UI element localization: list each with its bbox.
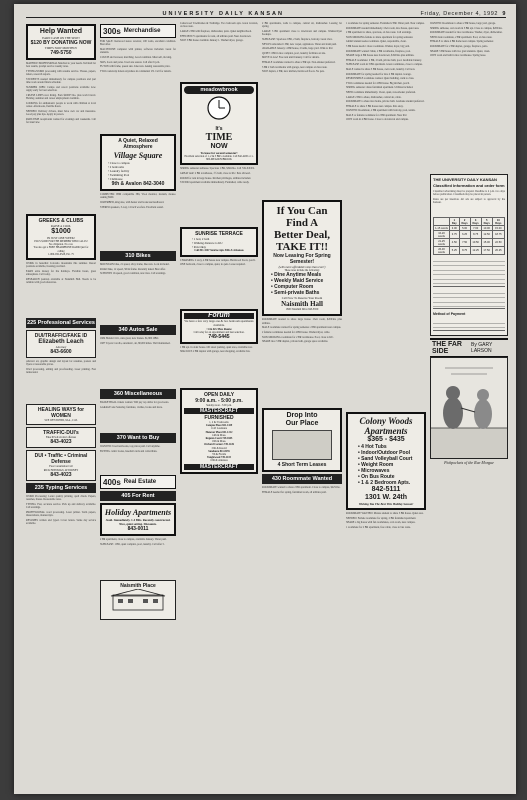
rate-column-header <box>434 218 450 226</box>
colony-woods-feature: • Indoor/Outdoor Pool <box>358 450 411 456</box>
column-2 <box>100 22 176 788</box>
village-square-feature: • Laundry facility <box>108 169 130 173</box>
village-square-headline: A Quiet, Relaxed <box>118 138 158 144</box>
classified-text-block: WORD Processing: Letter quality printing, spell check. Papers, resumes, theses. Reasonable rates. TYPING: Fast, accurate service. Pick up and delivery available. Call evenings. PROFESSIONAL word processing. Laser printer. Term papers, dissertations, manuscripts. RESUMES written and typed. Cover letters. Same day service available. <box>26 494 96 526</box>
rate-cell: 10.00 <box>481 226 492 231</box>
rate-cell: 17.50 <box>481 247 492 255</box>
traffic-dui-line: Fake ID's & alcohol offenses <box>45 436 77 440</box>
holiday-apartments-text: Avail. Immediately. 1-4 BRs. Recently constructed. Nice, quiet setting. Discounts. <box>105 518 171 526</box>
traffic-dui-phone: 843-4023 <box>50 439 72 446</box>
rate-cell: 7.50 <box>459 239 470 247</box>
traffic-dui-title: TRAFFIC-DUI's <box>43 430 79 437</box>
cartoon-illustration <box>431 358 507 458</box>
forum-ad <box>180 309 258 344</box>
naismith-hall-feature: • Computer Room <box>271 284 314 291</box>
attorney-ad <box>26 330 96 358</box>
colony-woods-feature: • Sand Volleyball Court <box>358 456 413 462</box>
open-daily-hours: 9:00 a.m. - 5:00 p.m. <box>195 397 243 404</box>
classified-text-block: ROOMMATE WANTED: Mature student to share 3 BR house. Quiet area. NEEDED: Female roommate for spring, 2 BR furnished apartment. SHARE a big house with fun roommates, own room, near campus. 1 roommate for 2 BR apartment, free cable, close to bus route. <box>346 512 424 529</box>
colony-woods-price: $365 - $435 <box>367 436 405 443</box>
masthead-title: UNIVERSITY DAILY KANSAN <box>162 11 284 17</box>
newspaper-page <box>14 4 516 794</box>
naismith-place-title: Naismith Place <box>120 583 156 589</box>
rate-cell: 15.00 <box>492 226 504 231</box>
section-360-header: 360 Miscellaneous <box>100 389 176 399</box>
colony-woods-feature: • 4 Hot Tubs <box>358 444 387 450</box>
column-1 <box>26 22 96 788</box>
section-405-header: 405 For Rent <box>100 491 176 501</box>
sunrise-terrace-title: SUNRISE TERRACE <box>195 231 243 238</box>
colony-woods-feature: • On Bus Route <box>358 474 395 480</box>
village-square-phone: 9th & Avalon 842-3040 <box>111 181 165 187</box>
classified-text-block: Abstract art, graphic design and layout for resumes, posters and flyers at reasonable prices. Word processing, editing and proofreading. Laser printing. Fast turnaround. <box>26 360 96 375</box>
open-daily-title: OPEN DAILY <box>203 391 235 398</box>
meadowbrook-ad <box>180 82 258 165</box>
holiday-apartments-title: Holiday Apartments <box>104 508 172 517</box>
classified-text-block: 1984 Honda Civic, runs great, new brakes. $1,800 OBO. 1987 Toyota Corolla, automatic, air, 80,000 miles. Well maintained. <box>100 337 171 345</box>
village-square-feature: • Clubhouse <box>108 177 123 181</box>
rate-cell: 26.25 <box>492 247 504 255</box>
rate-cell: 6.25 <box>459 231 470 239</box>
location-entry: 1145 Louisiana <box>211 427 227 431</box>
attorney-role: Attorney <box>55 345 67 350</box>
rate-column-header: 3 Days <box>470 218 481 226</box>
customer-info-lines[interactable] <box>433 289 505 309</box>
colony-woods-greeting: Wishing You The Best This Holiday Season! <box>358 502 414 506</box>
location-entry: Hanover Place 841-1212 <box>205 430 233 434</box>
naismith-hall-ad <box>262 200 342 316</box>
sunrise-terrace-feature: • 1 bed, 2 bath <box>192 237 210 242</box>
naismith-hall-headline: If You Can <box>276 205 328 217</box>
colony-woods-logo: Colony Woods Apartments <box>359 416 413 436</box>
rate-column-header: 1 Day <box>450 218 460 226</box>
sunrise-terrace-ad <box>180 227 258 256</box>
rate-cell: 15.00 <box>481 239 492 247</box>
defense-attorney-line: Free Consultation Call <box>49 465 73 469</box>
section-300-number: 300s <box>103 26 121 36</box>
help-wanted-line: EARN CASH ON THE SPOT! <box>42 36 80 40</box>
help-wanted-amount: $120 BY DONATING NOW <box>30 40 92 46</box>
naismith-hall-subhead: Now Leasing For Spring Semester! <box>273 253 331 265</box>
far-side-caption: Pickpockets of the Rue Morgue <box>444 460 494 465</box>
section-370-header: 370 Want to Buy <box>100 433 176 443</box>
help-wanted-title: Help Wanted <box>39 28 83 35</box>
naismith-hall-text: (with more affordable rates than ever!) <box>278 265 326 269</box>
rate-cell: 5.00 <box>459 226 470 231</box>
meadowbrook-logo: meadowbrook <box>184 86 254 94</box>
naismith-hall-logo: Naismith Hall <box>281 300 323 309</box>
section-430-header: 430 Roommate Wanted <box>262 474 342 484</box>
far-side-header <box>430 338 508 357</box>
classified-order-form <box>430 174 508 336</box>
greeks-clubs-line: No obligation. No cost. <box>48 243 74 247</box>
drop-in-ad <box>262 408 342 472</box>
classified-text-block: WORK in beautiful Colorado mountains this summer. Resort positions available, housing provided. EARN extra money for the holidays. Flexible hours, great atmosphere. Call today. RESEARCH position available at Naismith Hall. Needs to be reliable with good references. <box>26 262 96 285</box>
naismith-hall-feature: • Weekly Maid Service <box>271 278 324 285</box>
meadowbrook-line: NOW <box>210 143 228 150</box>
colony-woods-phone: 842-5111 <box>371 486 401 493</box>
defense-attorney-phone: 843-4023 <box>50 471 72 478</box>
rate-cell: 22.50 <box>492 239 504 247</box>
greeks-clubs-phone: 1-800-932-0528, Ext. 75 <box>48 252 74 256</box>
location-list <box>184 424 254 462</box>
drop-in-text: 4 Short Term Leases <box>277 462 327 469</box>
colony-woods-feature: • 1 & 2 Bedroom Apts. <box>358 480 411 486</box>
naismith-hall-feature: • Semi-private Baths <box>271 290 320 297</box>
location-entry: 14th & Mass. <box>211 433 227 437</box>
rate-cell: 16-20 words <box>434 231 450 239</box>
colony-woods-feature: • Microwaves <box>358 468 390 474</box>
rate-cell: 3.00 <box>450 226 460 231</box>
meadowbrook-line: Excellent selection of 1, 2 & 3 BR's available. Call 842-4200 or 1-800-MEADOWBROOK <box>184 155 254 162</box>
location-entry: 7th & Florida <box>211 453 227 457</box>
apartment-photo <box>272 430 332 460</box>
column-5 <box>346 22 426 788</box>
rate-row <box>434 231 505 239</box>
classified-text-block: WANTED: Roommate to share 2 BR house, large yard, garage. SPRING sublease, own room in 3 BR apt. Close to campus, $200/mo. ROOMMATE needed for nice townhouse. Washer, dryer, dishwasher. NEED male roommate, 2 BR apartment. Pool, on bus route. FEMALE to share 4 BR home near campus. Spring semester. ROOMMATE for 2 BR duplex, garage, fireplace, patio. SHARE 3 BR house with two grad students. Quiet, clean. OWN room and bath in nice townhouse. Spring lease. <box>430 22 503 58</box>
classified-text-block: 1 BR apt. in older house. Off street parking, quiet area, available now. SPACIOUS 2 BR duplex with garage, near shopping, available Jan. <box>180 345 253 354</box>
classified-text-block: BASKETBALL tickets wanted. Will pay top dollar for good seats. GARAGE sale Saturday, furniture, clothes, books and more. <box>100 401 169 409</box>
order-form-instructions: Classified advertising must be prepaid. Deadline is 4 p.m. two days before publication. Classifieds may be placed in person. Rates are per insertion. All ads are subject to approval by the Kansan. <box>433 190 505 205</box>
greeks-clubs-line: You also get a FREE HEADPHONE RADIO just for calling <box>33 246 89 253</box>
traffic-dui-ad <box>26 427 96 448</box>
section-225-header: 225 Professional Services <box>27 320 95 327</box>
naismith-hall-text: Call Now To Reserve Your Room <box>281 296 323 301</box>
village-square-logo: Village Square <box>113 151 163 160</box>
village-square-headline: Atmosphere <box>123 144 153 150</box>
naismith-hall-feature: • Dine Anytime Meals <box>271 272 322 279</box>
location-entry: 19th & Mass. <box>211 440 227 444</box>
greeks-clubs-line: IN JUST ONE WEEK! <box>47 236 75 240</box>
rate-cell: 4.50 <box>450 239 460 247</box>
help-wanted-phone: 749-5750 <box>50 50 72 56</box>
classified-text-block: MATHNO! PROFESSIONAL Matched to your needs. Ted/mail for best results, prompt service weekly rates. TYPING/WORD processing with resume service. Theses, papers, letters, research reports. STUDENTS needed immediately for campus positions and part time work around finals schedule. SUMMER JOBS: Camps and resort positions available now. Apply early for best selection. CRUISE LINES now hiring. Earn $2000+/mo. plus world travel. Holiday, summer and career employment available. LOOKING for enthusiastic people to work with children at local center. Afternoons, flexible hours. NEEDED: Delivery drivers, must have own car and insurance. Good pay plus tips. Apply in person. PART-TIME receptionist wanted for evenings and weekends. Call for interview. <box>26 62 96 125</box>
mastercraft-logo: MASTERCRAFT <box>184 408 254 414</box>
classified-text-block: ROOMMATE wanted to share 2 BR apartment. Close to campus, $225/mo. FEMALE needed for spring, furnished room, all utilities paid. <box>262 486 341 494</box>
meadowbrook-big-text: TIME <box>205 132 233 143</box>
drop-in-headline: Drop Into <box>286 412 318 420</box>
greeks-clubs-line: PLUS $1000 FOR THE MEMBER WHO CALLS! <box>34 240 88 243</box>
holiday-apartments-ad <box>100 503 176 536</box>
building-illustration <box>108 589 168 611</box>
classified-text-block: FOR SALE: Kenwood stereo receiver, 100 watts, excellent condition. Best offer. MACINTOSH computer with printer, software included. Great for students. COUCH and loveseat, matching. Good condition. Must sell, moving. SKIS, boots and poles. Used one season. Call after 6 p.m. FUTON with frame, queen size. Like new. Asking reasonable price. TWO round-trip tickets anywhere in continental US. Call for details. <box>100 40 176 73</box>
village-square-feature: • Swimming Pool <box>108 173 130 177</box>
classified-text-block: WANTED: Used textbooks, top prices paid. Call anytime. BUYING comic books, baseball cards and collectibles. <box>100 445 161 453</box>
meadowbrook-line: It's <box>215 126 223 132</box>
rate-cell: 7.00 <box>470 226 481 231</box>
rate-cell: 8.75 <box>459 247 470 255</box>
forum-text: Call today for an appointment and best selection. <box>193 330 245 334</box>
defense-attorney-title: DUI • Traffic • Criminal Defense <box>34 453 88 466</box>
far-side-cartoon <box>430 357 508 459</box>
healing-ways-name: SUE WESTWIND, M.A., C.M. <box>44 419 78 423</box>
meadowbrook-line: To lease for second semester! <box>200 151 238 155</box>
colony-woods-feature: • Weight Room <box>358 462 394 468</box>
far-side-title: THE FAR SIDE <box>432 341 462 355</box>
section-235-header: 235 Typing Services <box>26 483 96 493</box>
naismith-hall-address: 1800 Naismith Drive 843-8559 <box>285 308 319 312</box>
classified-text-block: COMPUTER: IBM compatible 386, VGA monitor, modem, mouse. Asking $900. WATERBED, king size, with heater and bookcase headboard. STEREO speakers, 3-way, 12 inch woofers. Excellent sound. <box>100 193 176 209</box>
column-3 <box>180 22 258 788</box>
drop-in-headline: Our Place <box>285 420 319 428</box>
location-entry: 10th & Arkansas <box>210 459 228 463</box>
location-entry: Orchard Corners 749-1226 <box>204 443 234 447</box>
greeks-clubs-amount: $1000 <box>51 228 71 235</box>
payment-method-label: Method of Payment <box>433 312 466 316</box>
village-square-ad <box>100 134 176 191</box>
naismith-hall-headline: Find A <box>285 217 319 229</box>
village-square-feature: • Close to campus <box>108 161 130 165</box>
forum-logo: Forum <box>184 313 254 319</box>
sunrise-terrace-feature: • Walking distance to KU <box>192 241 223 246</box>
defense-attorney-ad <box>26 450 96 480</box>
rate-row <box>434 247 505 255</box>
naismith-hall-headline: TAKE IT!! <box>275 241 329 253</box>
location-entry: Regents Court 749-0445 <box>205 437 233 441</box>
rate-column-header: 10 Days <box>492 218 504 226</box>
rate-cell: 18.75 <box>492 231 504 239</box>
colony-woods-ad <box>346 412 426 510</box>
column-4 <box>262 22 342 788</box>
classified-text-block: 2 BR apartment, close to campus, available January. Water paid. SUBLEASE: 1 BR, quiet complex, pool, laundry. Call after 5. <box>100 538 167 546</box>
section-310-header: 310 Bikes <box>100 251 176 261</box>
payment-lines[interactable] <box>433 319 505 331</box>
open-daily-sunday: Sunday noon - 5:00 p.m. <box>206 403 232 407</box>
rate-cell: 8.75 <box>470 231 481 239</box>
order-form-title: Classified Information and order form <box>433 183 505 188</box>
section-300-header <box>100 24 176 38</box>
sunrise-terrace-feature: • Pets Okay <box>192 245 207 250</box>
open-daily-furnished: FURNISHED <box>204 415 234 422</box>
forum-phone: 749-5445 <box>208 333 230 340</box>
rate-cell: 1-15 words <box>435 226 448 230</box>
page-number: 9 <box>502 11 506 17</box>
colony-woods-address: 1301 W. 24th <box>364 494 408 501</box>
naismith-hall-text: These rates include the following: <box>284 269 320 272</box>
rate-cell: 10.50 <box>470 239 481 247</box>
section-400-label: Real Estate <box>123 479 157 485</box>
location-entry: Tanglewood 749-2415 <box>207 456 231 460</box>
greeks-clubs-line: RAISE A COOL <box>50 224 72 228</box>
attorney-name: Elizabeth Leach <box>38 339 84 346</box>
location-entry: 15th & Kasold <box>211 446 227 450</box>
classified-text-block: Cedarwood Townhomes & Trailridge. Two bedroom apts. Great location, on bus route. LARGE 2 BR with fireplace, dishwasher, patio. Quiet neighborhood. EFFICIENCY apartments for rent, all utilities paid. Near downtown. NICE 3 BR house available January 1. Washer/dryer, garage. <box>180 22 258 43</box>
masthead-date: Friday, December 4, 1992 <box>420 11 499 17</box>
village-square-feature: • 2 bedrooms <box>108 165 124 169</box>
rate-row <box>434 239 505 247</box>
attorney-phone: 843-6600 <box>50 349 72 356</box>
sunrise-terrace-phone: Call 841-3267 Sunrise Apts 50th & Arkansas <box>194 249 244 253</box>
section-300-label: Merchandise <box>123 28 161 34</box>
classified-text-block: ROOMMATE needed to share large house. Own room, $200/mo plus utilities. MALE roommate wanted for spring semester. 2 BR apartment near campus. 2 female roommates needed for 4 BR house. Washer/dryer, cable. NON-SMOKING roommate for 2 BR townhouse. Pool, close to KU. SHARE nice 3 BR duplex, private bath, garage space available. <box>262 318 342 344</box>
location-entry: Campus Place 841-1429 <box>205 424 233 428</box>
clock-icon <box>204 95 234 121</box>
forum-text: We have a few very large one & two bedroom apartments available. <box>184 318 254 327</box>
rate-column-header: 2 Days <box>459 218 470 226</box>
rate-column-header: 5 Days <box>481 218 492 226</box>
greeks-clubs-title: GREEKS & CLUBS <box>38 218 84 224</box>
healing-ways-title: HEALING WAYS for WOMEN <box>37 407 85 420</box>
rate-cell: 26-30 words <box>434 247 450 255</box>
classified-text-block: SPRING semester sublease. Spacious 1 BR, $340/mo. Call 749-XXXX. GREAT deal! 2 BR townhouse, 1½ bath, close to KU. Pets allowed. ROOM for rent in large house. Kitchen privileges, utilities included. STUDIO apartment available immediately. Furnished, cable ready. <box>180 167 255 185</box>
forum-text: • On KU Bus Route <box>206 326 232 331</box>
rate-cell: 3.75 <box>450 231 460 239</box>
greeks-clubs-ad <box>26 214 96 260</box>
location-entry: Sundance 841-8255 <box>208 449 230 453</box>
rate-cell: 12.50 <box>481 231 492 239</box>
healing-ways-ad <box>26 404 96 425</box>
defense-attorney-name: RICK FRYDMAN, ATTORNEY <box>43 468 79 472</box>
rate-table <box>433 217 505 255</box>
holiday-apartments-phone: 843-0011 <box>127 526 149 532</box>
column-6 <box>430 22 508 788</box>
classified-text-block: 1 roommate for spring semester. Furnished 2 BR. Water paid. Near campus. ROOMMATE needed immediately. Own room, nice house, quiet area. 2 BR apartment to share, spacious, on bus route. Call evenings. NON-SMOKING female to share apartment for spring semester. GRAD student seeks roommate. Quiet, responsible, clean. 3 BR house needs 1 more roommate. Washer, dryer, big yard. ROOMMATE wanted: Male, 2 BR townhome, fireplace, pool. SHARE large 4 BR house near downtown, $190/mo plus utilities. FEMALE roommate: 2 BR, 2 bath, private bath, pool. Available January. SUBLEASE room in 3 BR apartment. Great roommates, close to campus. MALE wanted to share 3 BR house, own room, laundry. Call now. ROOMMATE for spring needed for nice 2 BR duplex. Garage. RESPONSIBLE roommate wanted. Quiet building, walk to class. TWO roommates needed for 4 BR house. Big kitchen, porch. SPRING semester: share furnished apartment. Utilities included. NEED roommate immediately. Clean, quiet, non-smoker preferred. LARGE 2 BR to share, dishwasher, central air, cable. ROOMMATE to share nice home, private bath. Graduate student preferred. FEMALE to share 3 BR house near campus. Pets okay. WANTED: Roommate, 2 BR apartment with balcony, pool, tennis. MALE or female roommate for 2 BR apartment. Near KU. OWN room in 4 BR house. Close to downtown and campus. <box>346 22 425 122</box>
section-400-number: 400s <box>103 477 121 487</box>
classified-text-block: CHARMING 2 story, 4 BR house near campus. Hardwood floors, porch. ONE bedroom, close to campus, quiet, no pets. Lease required. <box>180 258 256 267</box>
attorney-title: DUI/TRAFFIC/FAKE ID <box>34 333 88 340</box>
rate-cell: 12.25 <box>470 247 481 255</box>
classified-text-block: 2 BR apartments, walk to campus, central air, dishwasher. Leasing for spring. LARGE 3 BR apartment close to downtown and campus. Washer/dryer hookups. SUBLEASE: Spacious 2 BR, 2 bath, fireplace, balcony. Great view. NEWLY remodeled 1 BR, new carpet, appliances. Water and trash paid. AVAILABLE January: 4 BR house, 2 baths, large yard. Walk to KU. QUIET 1 BR in nice complex, pool, laundry facilities on site. MOVE in now! Free rent until January. Call for details. FEMALE roommate wanted to share 2 BR apt. Non-smoker preferred. 3 BR 2 bath townhome with garage, near campus on bus route. NICE duplex, 2 BR, new kitchen, hardwood floors. No pets. <box>262 22 342 74</box>
rate-cell: 5.25 <box>450 247 460 255</box>
help-wanted-line: TIMES NOW MONTHLY <box>44 46 78 50</box>
masthead <box>26 8 506 18</box>
kansan-logo: THE UNIVERSITY DAILY KANSAN <box>433 177 497 182</box>
classified-text-block: MOUNTAIN bike, 21 speed, alloy frame, like new. Lock included. ROAD bike, 12 speed, 58cm frame. Recently tuned. Best offer. SCHWINN 10-speed, good condition, new tires. Call evenings. <box>100 263 170 276</box>
far-side-author: By GARY LARSON <box>471 342 493 354</box>
section-400-header <box>100 475 176 489</box>
naismith-place-ad <box>100 580 176 620</box>
open-daily-bedrooms: 1, 2 & 3 bedrooms <box>209 421 229 425</box>
rate-cell: 21-25 words <box>434 239 450 247</box>
mastercraft-logo-bottom: MASTERCRAFT <box>184 464 254 470</box>
open-daily-ad <box>180 388 258 474</box>
naismith-hall-headline: Better Deal, <box>274 229 330 241</box>
ad-copy-lines[interactable] <box>433 257 505 287</box>
help-wanted-ad <box>26 24 96 60</box>
section-340-header: 340 Autos Sale <box>100 325 176 335</box>
